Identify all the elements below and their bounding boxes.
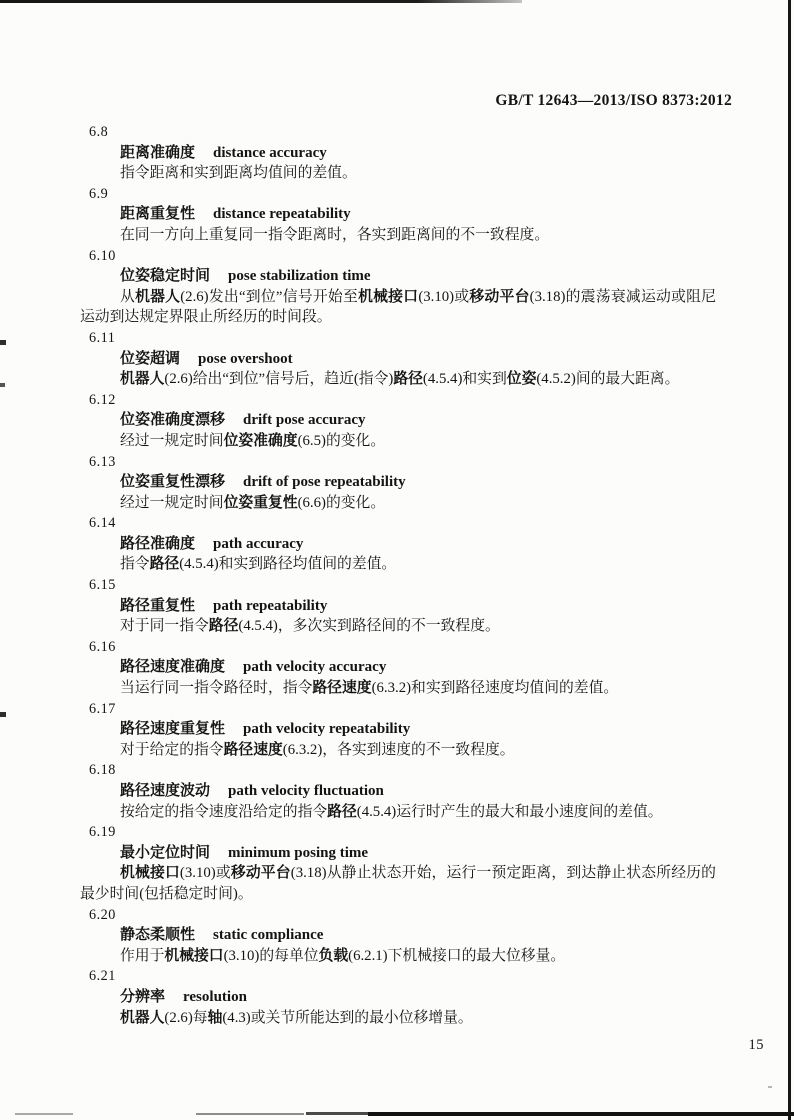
term-english: pose stabilization time [228, 268, 371, 285]
sections-container [80, 122, 716, 1028]
section-number: 6.18 [89, 762, 116, 779]
cross-reference-term: 位姿 [506, 371, 537, 388]
term-chinese: 最小定位时间 [120, 844, 211, 861]
cross-reference-term: 机器人 [120, 1009, 165, 1026]
cross-reference-term: 机械接口 [120, 865, 180, 882]
definition-run: 指令 [120, 556, 150, 573]
definition-run: (4.5.4)，多次实到路径间的不一致程度。 [238, 618, 500, 635]
definition-run: (6.3.2)，各实到速度的不一致程度。 [282, 741, 515, 758]
definition-run: 按给定的指令速度沿给定的指令 [120, 803, 328, 820]
page-number: 15 [748, 1037, 764, 1053]
definition-run: (6.2.1)下机械接口的最大位移量。 [348, 947, 566, 964]
term-line [80, 719, 716, 740]
section-number: 6.17 [89, 700, 116, 717]
definition-run: 从 [120, 288, 136, 305]
section-number: 6.11 [89, 329, 116, 346]
term-chinese: 路径重复性 [120, 597, 196, 614]
definition-section [80, 699, 716, 761]
definition-run: (3.10)或 [418, 288, 470, 305]
standard-number-header: GB/T 12643—2013/ISO 8373:2012 [495, 92, 732, 109]
definition-section [80, 184, 716, 246]
scan-artifact-speck [0, 383, 5, 387]
definition-text [80, 1008, 716, 1029]
definition-run: (2.6)给出“到位”信号后，趋近(指令) [164, 371, 394, 388]
cross-reference-term: 轴 [207, 1009, 223, 1026]
definition-text [80, 493, 716, 514]
definition-run: 作用于 [120, 947, 165, 964]
scan-artifact-top-edge [0, 0, 522, 3]
cross-reference-term: 路径速度 [312, 680, 372, 697]
scan-artifact-speck [768, 1086, 772, 1088]
section-number: 6.9 [89, 185, 109, 202]
definition-text [80, 287, 716, 328]
definition-section [80, 328, 716, 390]
term-line [80, 472, 716, 493]
term-english: path velocity fluctuation [228, 783, 384, 799]
definition-text [80, 163, 716, 184]
term-english: distance repeatability [213, 206, 351, 223]
definition-run: (4.5.2)间的最大距离。 [536, 371, 680, 388]
scan-artifact-speck [0, 340, 6, 345]
definition-section [80, 575, 716, 637]
definition-run: 经过一规定时间 [120, 432, 224, 449]
term-line [80, 534, 716, 555]
term-chinese: 距离重复性 [120, 206, 196, 223]
term-english: drift pose accuracy [243, 412, 366, 429]
term-line [80, 596, 716, 617]
term-english: resolution [183, 988, 247, 1005]
cross-reference-term: 移动平台 [230, 865, 291, 882]
section-number: 6.10 [89, 247, 116, 264]
term-english: pose overshoot [198, 350, 293, 367]
definition-section [80, 905, 716, 967]
term-chinese: 位姿稳定时间 [120, 268, 211, 285]
section-number: 6.15 [89, 577, 116, 594]
definition-section [80, 822, 716, 904]
definition-run: 当运行同一指令路径时，指令 [120, 680, 313, 697]
definition-run: (6.5)的变化。 [297, 432, 386, 449]
definition-text [80, 863, 716, 904]
cross-reference-term: 机械接口 [164, 947, 224, 964]
definition-run: (3.18)的震荡衰减运动或阻尼运动到达规定界限止所经历的时间段。 [80, 288, 716, 326]
definition-section [80, 637, 716, 699]
term-chinese: 距离准确度 [120, 144, 196, 161]
definition-section [80, 390, 716, 452]
definition-run: 经过一规定时间 [120, 494, 224, 511]
term-chinese: 位姿重复性漂移 [120, 474, 226, 491]
term-chinese: 路径速度准确度 [120, 659, 226, 676]
term-line [80, 657, 716, 678]
term-english: drift of pose repeatability [243, 474, 406, 491]
definition-text [80, 616, 716, 637]
term-chinese: 位姿准确度漂移 [120, 412, 226, 429]
section-number: 6.8 [89, 124, 109, 140]
definition-section [80, 966, 716, 1028]
term-line [80, 266, 716, 287]
definition-run: (3.10)的每单位 [223, 947, 319, 964]
definition-run: (3.18)从静止状态开始，运行一预定距离，到达静止状态所经历的最少时间(包括稳定时间)。 [80, 865, 716, 902]
definition-run: (6.3.2)和实到路径速度均值间的差值。 [371, 680, 619, 697]
definition-text [80, 678, 716, 699]
section-number: 6.19 [89, 824, 116, 841]
definition-run: 在同一方向上重复同一指令距离时，各实到距离间的不一致程度。 [120, 226, 550, 243]
term-chinese: 位姿超调 [120, 350, 181, 367]
definition-run: (4.5.4)和实到路径均值间的差值。 [179, 556, 397, 573]
definition-run: (2.6)发出“到位”信号开始至 [180, 288, 359, 305]
term-english: static compliance [213, 927, 324, 944]
definition-text [80, 554, 716, 575]
term-chinese: 路径速度波动 [120, 783, 211, 799]
cross-reference-term: 机器人 [120, 371, 165, 388]
definition-section [80, 452, 716, 514]
cross-reference-term: 位姿准确度 [223, 432, 298, 449]
section-number: 6.14 [89, 515, 116, 532]
cross-reference-term: 负载 [318, 947, 349, 964]
term-english: path accuracy [213, 535, 304, 552]
definition-run: (4.5.4)运行时产生的最大和最小速度间的差值。 [356, 803, 663, 820]
term-line [80, 843, 716, 864]
term-line [80, 349, 716, 370]
definition-run: 对于给定的指令 [120, 741, 224, 758]
scan-artifact-bottom-edge [15, 1113, 73, 1115]
definition-section [80, 122, 716, 184]
definition-section [80, 513, 716, 575]
term-english: distance accuracy [213, 144, 327, 161]
scan-artifact-right-edge [788, 0, 791, 1120]
cross-reference-term: 路径 [149, 556, 180, 573]
cross-reference-term: 机械接口 [358, 288, 419, 305]
term-line [80, 410, 716, 431]
term-line [80, 987, 716, 1008]
cross-reference-term: 位姿重复性 [223, 494, 298, 511]
definition-run: 对于同一指令 [120, 618, 209, 635]
scan-artifact-bottom-edge [368, 1112, 794, 1116]
term-english: minimum posing time [228, 844, 369, 861]
definition-run: (6.6)的变化。 [297, 494, 386, 511]
section-number: 6.12 [89, 391, 116, 408]
term-english: path velocity repeatability [243, 721, 411, 738]
term-chinese: 分辨率 [120, 988, 166, 1005]
definition-text [80, 946, 716, 967]
definition-text [80, 225, 716, 246]
term-english: path repeatability [213, 597, 328, 614]
definition-run: 指令距离和实到距离均值间的差值。 [120, 165, 357, 182]
section-number: 6.21 [89, 968, 116, 985]
definition-text [80, 369, 716, 390]
term-line [80, 925, 716, 946]
section-number: 6.20 [89, 906, 116, 923]
term-line [80, 781, 716, 802]
cross-reference-term: 路径速度 [223, 741, 283, 758]
section-number: 6.13 [89, 453, 116, 470]
scan-artifact-bottom-edge [196, 1113, 304, 1115]
definition-run: (3.10)或 [179, 865, 231, 882]
definition-section [80, 760, 716, 822]
definition-text [80, 431, 716, 452]
definition-text [80, 802, 716, 823]
definition-text [80, 740, 716, 761]
term-english: path velocity accuracy [243, 659, 387, 676]
definition-run: (2.6)每 [164, 1009, 208, 1026]
cross-reference-term: 移动平台 [469, 288, 530, 305]
term-line [80, 143, 716, 164]
term-line [80, 204, 716, 225]
cross-reference-term: 路径 [208, 618, 239, 635]
scan-artifact-speck [0, 712, 6, 717]
term-chinese: 路径速度重复性 [120, 721, 226, 738]
scan-artifact-bottom-edge [306, 1112, 368, 1115]
cross-reference-term: 路径 [393, 371, 423, 388]
term-chinese: 路径准确度 [120, 535, 196, 552]
definition-run: (4.5.4)和实到 [422, 371, 507, 388]
cross-reference-term: 机器人 [135, 288, 181, 305]
cross-reference-term: 路径 [327, 803, 357, 820]
definition-section [80, 246, 716, 328]
definition-run: (4.3)或关节所能达到的最小位移增量。 [222, 1009, 473, 1026]
term-chinese: 静态柔顺性 [120, 927, 196, 944]
section-number: 6.16 [89, 638, 116, 655]
